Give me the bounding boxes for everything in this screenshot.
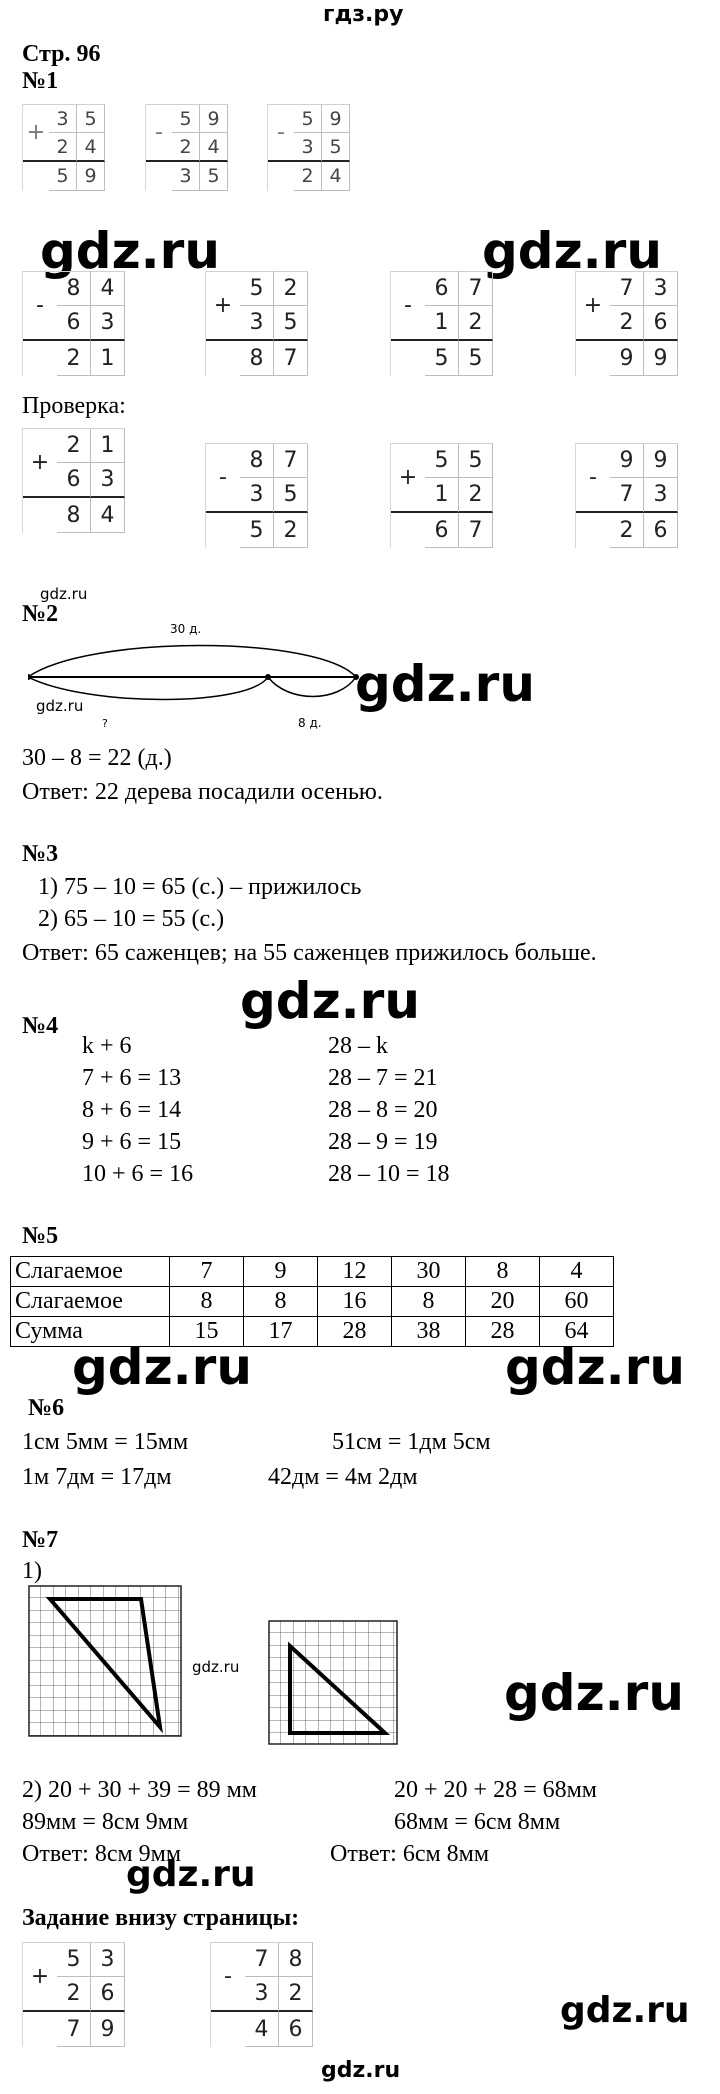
page-title: Стр. 96 [22,41,101,67]
digit-cell: 7 [610,478,644,513]
blank-cell [268,162,294,191]
row-header: Слагаемое [11,1287,170,1317]
table-cell: 12 [318,1257,392,1287]
operation-sign: + [23,104,49,162]
task4-left-2: 7 + 6 = 13 [82,1065,182,1091]
digit-cell: 8 [57,271,91,306]
digit-cell: 9 [644,341,678,376]
digit-cell: 2 [172,133,200,162]
operation-sign: - [211,1942,245,2012]
column-sum-2 [145,104,228,191]
digit-cell: 5 [172,104,200,133]
digit-cell: 5 [274,306,308,341]
part-label: 8 д. [298,716,322,730]
task5-label: №5 [22,1223,59,1249]
digit-cell: 5 [459,443,493,478]
task6-label: №6 [28,1395,65,1421]
column-sum-7 [575,271,678,376]
digit-cell: 2 [57,428,91,463]
task7-part1: 1) [22,1558,42,1584]
watermark: gdz.ru [40,585,88,603]
digit-cell: 7 [459,513,493,548]
digit-cell: 3 [49,104,77,133]
digit-cell: 3 [240,478,274,513]
watermark: gdz.ru [40,222,220,280]
digit-cell: 5 [425,341,459,376]
watermark: gdz.ru [126,1854,256,1895]
watermark: gdz.ru [240,972,420,1030]
blank-cell [23,2012,57,2047]
row-header: Сумма [11,1317,170,1347]
total-label: 30 д. [170,622,202,636]
digit-cell: 6 [644,306,678,341]
task6-line-3: 1м 7дм = 17дм [22,1464,172,1490]
digit-cell: 8 [240,341,274,376]
digit-cell: 1 [425,478,459,513]
task4-right-3: 28 – 8 = 20 [328,1097,438,1123]
table-cell: 8 [392,1287,466,1317]
digit-cell: 2 [274,513,308,548]
digit-cell: 5 [459,341,493,376]
task7-right-3: Ответ: 6см 8мм [330,1841,490,1867]
table-cell: 8 [466,1257,540,1287]
addition-table [10,1256,614,1347]
operation-sign: + [391,443,425,513]
task3-line-1: 1) 75 – 10 = 65 (с.) – прижилось [38,874,362,900]
operation-sign: + [206,271,240,341]
digit-cell: 4 [245,2012,279,2047]
blank-cell [211,2012,245,2047]
table-cell: 20 [466,1287,540,1317]
watermark: gdz.ru [504,1664,684,1722]
digit-cell: 6 [425,513,459,548]
operation-sign: - [206,443,240,513]
watermark: gdz.ru [36,697,84,715]
task7-right-1: 20 + 20 + 28 = 68мм [394,1777,597,1803]
digit-cell: 9 [200,104,228,133]
blank-cell [391,341,425,376]
digit-cell: 9 [644,443,678,478]
table-cell: 60 [540,1287,614,1317]
blank-cell [206,513,240,548]
digit-cell: 2 [57,341,91,376]
operation-sign: + [576,271,610,341]
triangle-grid-2 [268,1620,398,1750]
operation-sign: - [23,271,57,341]
blank-cell [391,513,425,548]
operation-sign: - [576,443,610,513]
task7-left-3: Ответ: 8см 9мм [22,1841,182,1867]
watermark: gdz.ru [72,1338,252,1396]
watermark: gdz.ru [482,222,662,280]
digit-cell: 5 [240,513,274,548]
digit-cell: 5 [425,443,459,478]
task7-left-2: 89мм = 8см 9мм [22,1809,189,1835]
digit-cell: 8 [279,1942,313,1977]
watermark-footer: gdz.ru [321,2058,401,2083]
digit-cell: 3 [172,162,200,191]
blank-cell [206,341,240,376]
digit-cell: 1 [91,341,125,376]
digit-cell: 3 [240,306,274,341]
task1-label: №1 [22,68,59,94]
table-cell: 28 [318,1317,392,1347]
digit-cell: 3 [644,478,678,513]
task7-right-2: 68мм = 6см 8мм [394,1809,561,1835]
digit-cell: 5 [57,1942,91,1977]
table-cell: 8 [170,1287,244,1317]
column-sum-3 [267,104,350,191]
blank-cell [576,513,610,548]
digit-cell: 5 [274,478,308,513]
task6-line-2: 51см = 1дм 5см [332,1429,491,1455]
column-sum-5 [205,271,308,376]
blank-cell [23,498,57,533]
digit-cell: 3 [644,271,678,306]
task4-left-1: k + 6 [82,1033,132,1059]
digit-cell: 6 [279,2012,313,2047]
digit-cell: 4 [200,133,228,162]
table-cell: 38 [392,1317,466,1347]
watermark: gdz.ru [355,655,535,713]
digit-cell: 1 [425,306,459,341]
operation-sign: + [23,428,57,498]
operation-sign: - [146,104,172,162]
digit-cell: 3 [245,1977,279,2012]
digit-cell: 5 [77,104,105,133]
column-sum-6 [390,271,493,376]
digit-cell: 8 [57,498,91,533]
digit-cell: 1 [91,428,125,463]
digit-cell: 4 [91,498,125,533]
table-row [11,1287,614,1317]
task2-label: №2 [22,601,59,627]
digit-cell: 9 [610,443,644,478]
digit-cell: 5 [294,104,322,133]
digit-cell: 7 [610,271,644,306]
digit-cell: 2 [459,478,493,513]
digit-cell: 4 [91,271,125,306]
digit-cell: 2 [294,162,322,191]
task6-line-4: 42дм = 4м 2дм [268,1464,418,1490]
digit-cell: 3 [91,1942,125,1977]
digit-cell: 7 [245,1942,279,1977]
bottom-column-2 [210,1942,313,2047]
digit-cell: 3 [294,133,322,162]
task7-left-1: 2) 20 + 30 + 39 = 89 мм [22,1777,257,1803]
digit-cell: 6 [91,1977,125,2012]
blank-cell [576,341,610,376]
table-cell: 8 [244,1287,318,1317]
digit-cell: 5 [240,271,274,306]
column-sum-4 [22,271,125,376]
operation-sign: + [23,1942,57,2012]
table-cell: 15 [170,1317,244,1347]
bottom-column-1 [22,1942,125,2047]
table-cell: 7 [170,1257,244,1287]
task4-right-2: 28 – 7 = 21 [328,1065,438,1091]
table-cell: 16 [318,1287,392,1317]
column-check-1 [22,428,125,533]
digit-cell: 8 [240,443,274,478]
watermark: gdz.ru [505,1338,685,1396]
digit-cell: 7 [274,341,308,376]
task2-equation: 30 – 8 = 22 (д.) [22,745,172,771]
task3-line-2: 2) 65 – 10 = 55 (с.) [38,906,225,932]
task4-left-5: 10 + 6 = 16 [82,1161,194,1187]
watermark: gdz.ru [192,1658,240,1676]
table-cell: 9 [244,1257,318,1287]
task4-left-4: 9 + 6 = 15 [82,1129,182,1155]
digit-cell: 9 [610,341,644,376]
digit-cell: 2 [279,1977,313,2012]
digit-cell: 7 [57,2012,91,2047]
task4-right-1: 28 – k [328,1033,388,1059]
digit-cell: 6 [644,513,678,548]
column-check-3 [390,443,493,548]
column-sum-1 [22,104,105,191]
blank-cell [23,341,57,376]
bottom-task-label: Задание внизу страницы: [22,1905,300,1931]
column-check-4 [575,443,678,548]
task4-left-3: 8 + 6 = 14 [82,1097,182,1123]
digit-cell: 2 [610,306,644,341]
task7-label: №7 [22,1527,59,1553]
digit-cell: 2 [274,271,308,306]
digit-cell: 2 [57,1977,91,2012]
table-cell: 30 [392,1257,466,1287]
digit-cell: 2 [610,513,644,548]
digit-cell: 7 [274,443,308,478]
table-row [11,1257,614,1287]
digit-cell: 3 [91,306,125,341]
task4-label: №4 [22,1013,59,1039]
digit-cell: 9 [322,104,350,133]
task4-right-5: 28 – 10 = 18 [328,1161,450,1187]
check-label: Проверка: [22,393,126,419]
table-cell: 64 [540,1317,614,1347]
digit-cell: 9 [91,2012,125,2047]
digit-cell: 5 [322,133,350,162]
site-header: гдз.ру [323,2,404,27]
digit-cell: 2 [459,306,493,341]
task6-line-1: 1см 5мм = 15мм [22,1429,189,1455]
watermark: gdz.ru [560,1990,690,2031]
digit-cell: 9 [77,162,105,191]
operation-sign: - [268,104,294,162]
digit-cell: 5 [200,162,228,191]
task2-answer: Ответ: 22 дерева посадили осенью. [22,779,383,805]
digit-cell: 7 [459,271,493,306]
blank-cell [146,162,172,191]
task3-answer: Ответ: 65 саженцев; на 55 саженцев прижилось больше. [22,940,597,966]
column-check-2 [205,443,308,548]
table-cell: 4 [540,1257,614,1287]
operation-sign: - [391,271,425,341]
table-cell: 17 [244,1317,318,1347]
digit-cell: 6 [57,463,91,498]
blank-cell [23,162,49,191]
task3-label: №3 [22,841,59,867]
digit-cell: 2 [49,133,77,162]
task4-right-4: 28 – 9 = 19 [328,1129,438,1155]
digit-cell: 4 [77,133,105,162]
digit-cell: 6 [57,306,91,341]
digit-cell: 6 [425,271,459,306]
table-cell: 28 [466,1317,540,1347]
triangle-grid-1 [28,1585,182,1742]
digit-cell: 4 [322,162,350,191]
digit-cell: 5 [49,162,77,191]
unknown-label: ? [102,717,108,730]
digit-cell: 3 [91,463,125,498]
row-header: Слагаемое [11,1257,170,1287]
